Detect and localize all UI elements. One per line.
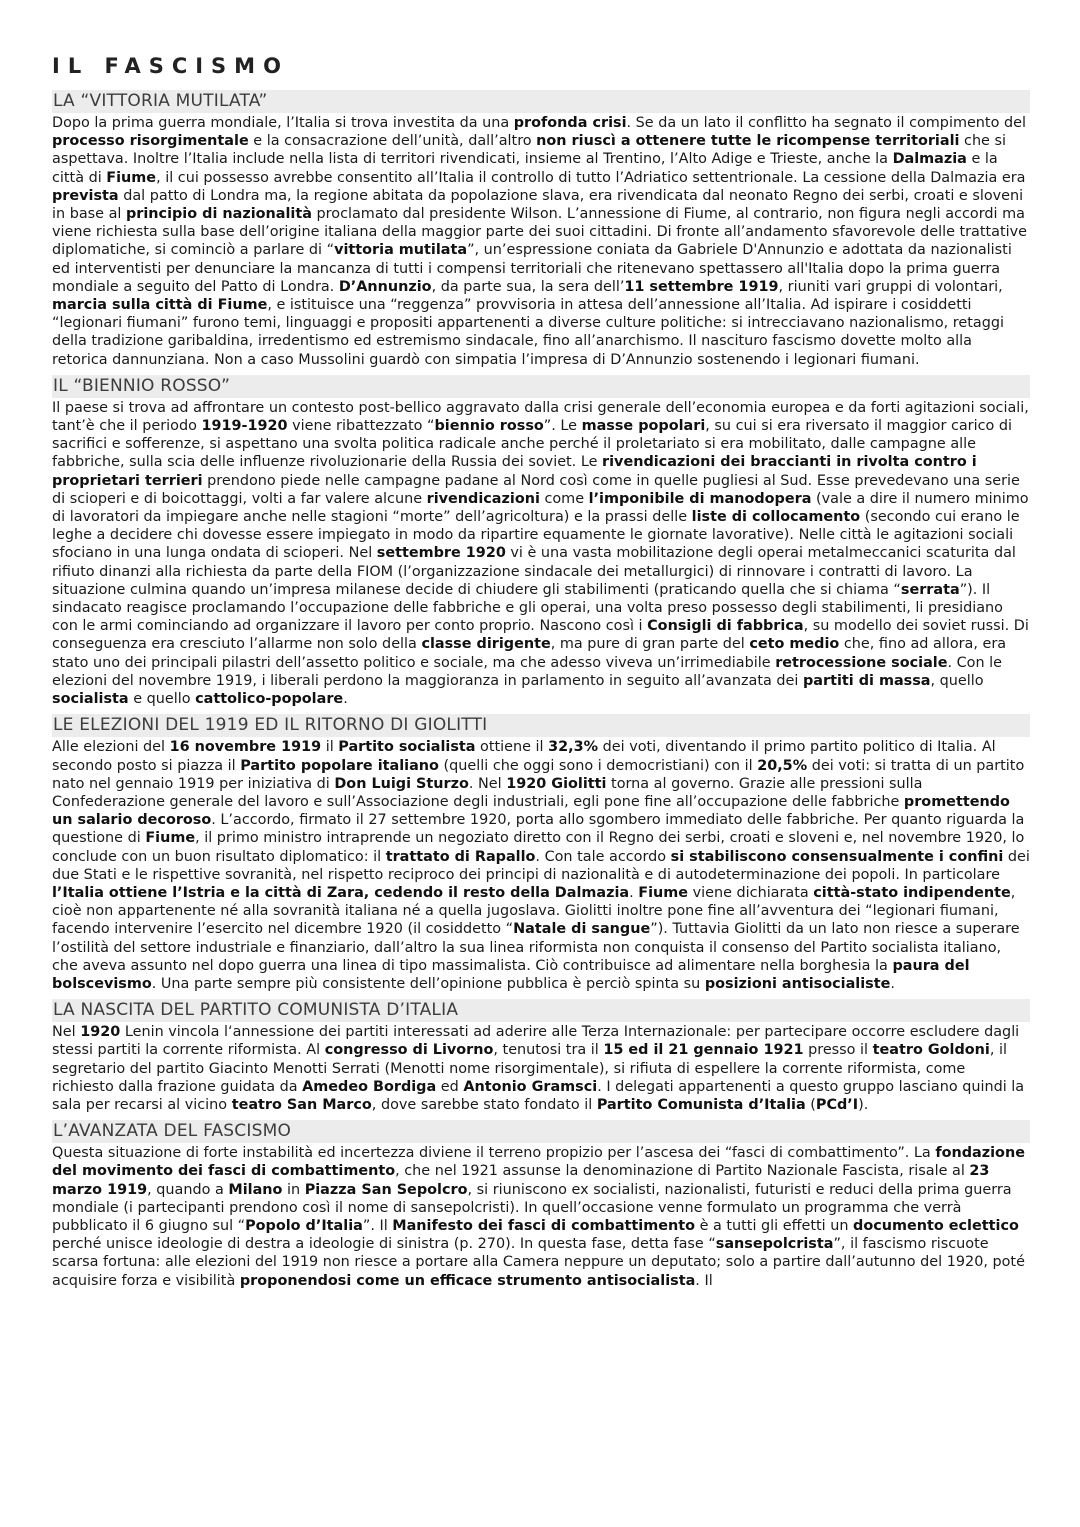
- bold-term: posizioni antisocialiste: [704, 975, 891, 992]
- section-elezioni-1919: [52, 714, 1030, 993]
- bold-term: si stabiliscono consensualmente i confini: [670, 848, 1004, 865]
- bold-term: città-stato indipendente: [813, 884, 1011, 901]
- section-biennio-rosso: [52, 375, 1030, 708]
- section-avanzata-fascismo: [52, 1120, 1030, 1290]
- bold-term: Fiume: [145, 830, 196, 847]
- section-heading: IL “BIENNIO ROSSO”: [52, 375, 1030, 398]
- bold-term: Natale di sangue: [513, 921, 651, 938]
- bold-term: Dalmazia: [892, 151, 967, 168]
- bold-term: teatro Goldoni: [872, 1042, 990, 1059]
- section-body: Dopo la prima guerra mondiale, l’Italia si trova investita da una profonda crisi. Se da un lato il conflitto ha segnato il compimento del processo risorgimentale e la consacrazione dell’unità, dall’altro non riuscì a ottenere tutte le ricompense territoriali che si aspettava. Inoltre l’Italia include nella lista di territori rivendicati, insieme al Trentino, l’Alto Adige e Trieste, anche la Dalmazia e la città di Fiume, il cui possesso avrebbe consentito all’Italia il controllo di tutto l’Adriatico settentrionale. La cessione della Dalmazia era prevista dal patto di Londra ma, la regione abitata da popolazione slava, era rivendicata dal neonato Regno dei serbi, croati e sloveni in base al principio di nazionalità proclamato dal presidente Wilson. L’annessione di Fiume, al contrario, non figura negli accordi ma viene richiesta sulla base dell’origine italiana della maggior parte dei suoi cittadini. Di fronte all’andamento sfavorevole delle trattative diplomatiche, si cominciò a parlare di “vittoria mutilata”, un’espressione coniata da Gabriele D'Annunzio e adottata da nazionalisti ed interventisti per denunciare la mancanza di tutti i compensi territoriali che ritenevano spettassero all'Italia dopo la prima guerra mondiale a seguito del Patto di Londra. D’Annunzio, da parte sua, la sera dell’11 settembre 1919, riuniti vari gruppi di volontari, marcia sulla città di Fiume, e istituisce una “reggenza” provvisoria in attesa dell’annessione all’Italia. Ad ispirare i cosiddetti “legionari fiumani” furono temi, linguaggi e propositi appartenenti a diverse culture politiche: si intrecciavano nazionalismo, retaggi della tradizione garibaldina, irredentismo ed estremismo sindacale, fino all’anarchismo. Il nascituro fascismo dovette molto alla retorica dannunziana. Non a caso Mussolini guardò con simpatia l’impresa di D’Annunzio sostenendo i legionari fiumani.: [52, 115, 1027, 368]
- bold-term: documento eclettico: [853, 1217, 1019, 1234]
- bold-term: socialista: [52, 691, 129, 708]
- bold-term: Antonio Gramsci: [463, 1078, 598, 1095]
- bold-term: trattato di Rapallo: [385, 848, 536, 865]
- section-partito-comunista: [52, 999, 1030, 1114]
- bold-term: partiti di massa: [802, 672, 931, 689]
- bold-term: Partito socialista: [338, 739, 476, 756]
- bold-term: Fiume: [106, 169, 157, 186]
- bold-term: Popolo d’Italia: [245, 1217, 363, 1234]
- bold-term: paura del bolscevismo: [52, 957, 970, 992]
- section-heading: LA NASCITA DEL PARTITO COMUNISTA D’ITALIA: [52, 999, 1030, 1022]
- bold-term: 11 settembre 1919: [624, 278, 779, 295]
- bold-term: retrocessione sociale: [775, 654, 948, 671]
- bold-term: Milano: [228, 1181, 283, 1198]
- section-body: Nel 1920 Lenin vincola l‘annessione dei partiti interessati ad aderire alle Terza Internazionale: per partecipare occorre escludere dagli stessi partiti la corrente riformista. Al congresso di Livorno, tenutosi tra il 15 ed il 21 gennaio 1921 presso il teatro Goldoni, il segretario del partito Giacinto Menotti Serrati (Menotti nome risorgimentale), si rifiuta di espellere la corrente riformista, come richiesto dalla frazione guidata da Amedeo Bordiga ed Antonio Gramsci. I delegati appartenenti a questo gruppo lasciano quindi la sala per recarsi al vicino teatro San Marco, dove sarebbe stato fondato il Partito Comunista d’Italia (PCd’I).: [52, 1024, 1025, 1113]
- bold-term: 1920: [80, 1024, 121, 1041]
- bold-term: sansepolcrista: [715, 1236, 834, 1253]
- bold-term: fondazione del movimento dei fasci di combattimento: [52, 1145, 1025, 1180]
- bold-term: Piazza San Sepolcro: [304, 1181, 468, 1198]
- bold-term: rivendicazioni: [426, 490, 540, 507]
- bold-term: promettendo un salario decoroso: [52, 793, 1010, 829]
- document-title: IL FASCISMO: [52, 54, 289, 78]
- bold-term: l’imponibile di manodopera: [588, 490, 812, 507]
- bold-term: 16 novembre 1919: [169, 739, 322, 756]
- section-body: Questa situazione di forte instabilità ed incertezza diviene il terreno propizio per l’ascesa dei “fasci di combattimento”. La fondazione del movimento dei fasci di combattimento, che nel 1921 assunse la denominazione di Partito Nazionale Fascista, risale al 23 marzo 1919, quando a Milano in Piazza San Sepolcro, si riuniscono ex socialisti, nazionalisti, futuristi e reduci della prima guerra mondiale (i partecipanti prendono così il nome di sansepolcristi). In quell’occasione venne formulato un programma che verrà pubblicato il 6 giugno sul “Popolo d’Italia”. Il Manifesto dei fasci di combattimento è a tutti gli effetti un documento eclettico perché unisce ideologie di destra a ideologie di sinistra (p. 270). In questa fase, detta fase “sansepolcrista”, il fascismo riscuote scarsa fortuna: alle elezioni del 1919 non riesce a portare alla Camera neppure un deputato; solo a partire dall’autunno del 1920, poté acquisire forza e visibilità proponendosi come un efficace strumento antisocialista. Il: [52, 1145, 1025, 1289]
- section-heading: LA “VITTORIA MUTILATA”: [52, 90, 1030, 113]
- bold-term: rivendicazioni dei braccianti in rivolta contro i proprietari terrieri: [52, 454, 977, 489]
- section-heading: L’AVANZATA DEL FASCISMO: [52, 1120, 1030, 1143]
- bold-term: principio di nazionalità: [125, 206, 312, 223]
- bold-term: Manifesto dei fasci di combattimento: [392, 1217, 695, 1234]
- bold-term: Consigli di fabbrica: [647, 618, 804, 635]
- bold-term: teatro San Marco: [231, 1096, 372, 1113]
- bold-term: vittoria mutilata: [334, 242, 468, 259]
- bold-term: marcia sulla città di Fiume: [52, 297, 268, 314]
- bold-term: profonda crisi: [513, 115, 627, 131]
- bold-term: PCd’I: [815, 1096, 859, 1113]
- bold-term: 15 ed il 21 gennaio 1921: [603, 1042, 804, 1059]
- bold-term: 1920 Giolitti: [506, 775, 607, 792]
- bold-term: 20,5%: [757, 757, 808, 774]
- bold-term: Partito popolare italiano: [240, 757, 439, 774]
- section-vittoria-mutilata: [52, 90, 1030, 369]
- bold-term: Partito Comunista d’Italia: [596, 1096, 806, 1113]
- bold-term: biennio rosso: [434, 418, 544, 435]
- bold-term: D’Annunzio: [338, 278, 432, 295]
- bold-term: cattolico-popolare: [195, 691, 344, 708]
- bold-term: congresso di Livorno: [324, 1042, 494, 1059]
- bold-term: settembre 1920: [376, 545, 506, 562]
- bold-term: prevista: [52, 187, 119, 204]
- bold-term: Amedeo Bordiga: [302, 1078, 437, 1095]
- section-heading: LE ELEZIONI DEL 1919 ED IL RITORNO DI GIOLITTI: [52, 714, 1030, 737]
- bold-term: masse popolari: [581, 418, 706, 435]
- bold-term: Fiume: [638, 884, 689, 901]
- bold-term: serrata: [900, 581, 960, 598]
- bold-term: processo risorgimentale: [52, 133, 249, 150]
- bold-term: Don Luigi Sturzo: [334, 775, 469, 792]
- bold-term: ceto medio: [749, 636, 840, 653]
- bold-term: proponendosi come un efficace strumento antisocialista: [239, 1272, 696, 1289]
- bold-term: non riuscì a ottenere tutte le ricompense territoriali: [536, 133, 960, 150]
- bold-term: l’Italia ottiene l’Istria e la città di Zara, cedendo il resto della Dalmazia: [52, 884, 630, 901]
- bold-term: liste di collocamento: [691, 509, 861, 526]
- section-body: Alle elezioni del 16 novembre 1919 il Partito socialista ottiene il 32,3% dei voti, diventando il primo partito politico di Italia. Al secondo posto si piazza il Partito popolare italiano (quelli che oggi sono i democristiani) con il 20,5% dei voti: si tratta di un partito nato nel gennaio 1919 per iniziativa di Don Luigi Sturzo. Nel 1920 Giolitti torna al governo. Grazie alle pressioni sulla Confederazione generale del lavoro e sull’Associazione degli industriali, egli pone fine all’occupazione delle fabbriche promettendo un salario decoroso. L’accordo, firmato il 27 settembre 1920, porta allo sgombero immediato delle fabbriche. Per quanto riguarda la questione di Fiume, il primo ministro intraprende un negoziato diretto con il Regno dei serbi, croati e sloveni e, nel novembre 1920, lo conclude con un buon risultato diplomatico: il trattato di Rapallo. Con tale accordo si stabiliscono consensualmente i confini dei due Stati e le rispettive sovranità, nel rispetto reciproco dei principi di nazionalità e di autodeterminazione dei popoli. In particolare l’Italia ottiene l’Istria e la città di Zara, cedendo il resto della Dalmazia. Fiume viene dichiarata città-stato indipendente, cioè non appartenente né alla sovranità italiana né a quella jugoslava. Giolitti inoltre pone fine all’avventura dei “legionari fiumani, facendo intervenire l’esercito nel dicembre 1920 (il cosiddetto “Natale di sangue”). Tuttavia Giolitti da un lato non riesce a superare l’ostilità del settore industriale e finanziario, dall’altro la sua linea riformista non conquista il consenso del Partito socialista italiano, che aveva assunto nel dopo guerra una linea di tipo massimalista. Ciò contribuisce ad alimentare nella borghesia la paura del bolscevismo. Una parte sempre più consistente dell’opinione pubblica è perciò spinta su posizioni antisocialiste.: [52, 739, 1030, 992]
- bold-term: 23 marzo 1919: [52, 1163, 990, 1198]
- bold-term: 32,3%: [548, 739, 599, 756]
- section-body: Il paese si trova ad affrontare un contesto post-bellico aggravato dalla crisi generale dell’economia europea e da forti agitazioni sociali, tant’è che il periodo 1919-1920 viene ribattezzato “biennio rosso”. Le masse popolari, su cui si era riversato il maggior carico di sacrifici e sofferenze, si aspettano una svolta politica radicale anche perché il proletariato si era mobilitato, dalle campagne alle fabbriche, sulla scia delle influenze rivoluzionarie della Russia dei soviet. Le rivendicazioni dei braccianti in rivolta contro i proprietari terrieri prendono piede nelle campagne padane al Nord così come in quelle pugliesi al Sud. Esse prevedevano una serie di scioperi e di boicottaggi, volti a far valere alcune rivendicazioni come l’imponibile di manodopera (vale a dire il numero minimo di lavoratori da impiegare anche nelle stagioni “morte” dell’agricoltura) e la prassi delle liste di collocamento (secondo cui erano le leghe a decidere chi dovesse essere impiegato in modo da ripartire equamente le giornate lavorative). Nelle città le agitazioni sociali sfociano in una lunga ondata di scioperi. Nel settembre 1920 vi è una vasta mobilitazione degli operai metalmeccanici scaturita dal rifiuto dinanzi alla richiesta da parte della FIOM (l’organizzazione sindacale dei metallurgici) di rinnovare i contratti di lavoro. La situazione culmina quando un’impresa milanese decide di chiudere gli stabilimenti (praticando quella che si chiama “serrata”). Il sindacato reagisce proclamando l’occupazione delle fabbriche e gli operai, una volta preso possesso degli stabilimenti, li presidiano con le armi cominciando ad organizzare il lavoro per conto proprio. Nascono così i Consigli di fabbrica, su modello dei soviet russi. Di conseguenza era cresciuto l’allarme non solo della classe dirigente, ma pure di gran parte del ceto medio che, fino ad allora, era stato uno dei principali pilastri dell’assetto politico e sociale, ma che adesso viveva un’irrimediabile retrocessione sociale. Con le elezioni del novembre 1919, i liberali perdono la maggioranza in parlamento in seguito all’avanzata dei partiti di massa, quello socialista e quello cattolico-popolare.: [52, 399, 1029, 708]
- bold-term: classe dirigente: [421, 636, 551, 653]
- bold-term: 1919-1920: [201, 418, 288, 435]
